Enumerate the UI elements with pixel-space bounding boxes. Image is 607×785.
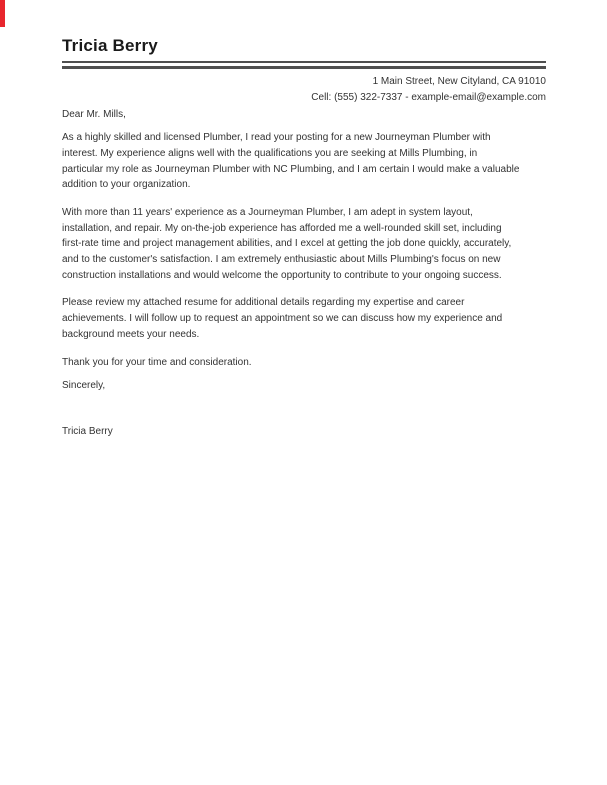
text-line: Please review my attached resume for additional details regarding my expertise and career — [62, 297, 465, 309]
red-corner-mark — [0, 0, 5, 27]
signature-name: Tricia Berry — [62, 425, 113, 437]
paragraph-intro — [62, 130, 546, 193]
signoff: Sincerely, — [62, 380, 106, 392]
letter-body — [62, 107, 546, 439]
text-line: particular my role as Journeyman Plumber with NC Plumbing, and I am certain I would make a valuable — [62, 163, 520, 175]
phone-email-line: Cell: (555) 322-7337 - example-email@example.com — [311, 91, 546, 103]
text-line: With more than 11 years' experience as a Journeyman Plumber, I am adept in system layout, — [62, 206, 473, 218]
text-line: first-rate time and project management abilities, and I excel at getting the job done quickly, accurately, — [62, 238, 512, 250]
paragraph-followup — [62, 295, 546, 342]
contact-block — [62, 74, 546, 105]
text-line: As a highly skilled and licensed Plumber, I read your posting for a new Journeyman Plumber with — [62, 132, 491, 144]
text-line: addition to your organization. — [62, 179, 191, 191]
text-line: construction installations and would welcome the opportunity to contribute to your ongoing success. — [62, 269, 502, 281]
closing-line: Thank you for your time and consideration. — [62, 356, 252, 368]
paragraph-experience — [62, 205, 546, 284]
text-line: background meets your needs. — [62, 328, 200, 340]
address-line: 1 Main Street, New Cityland, CA 91010 — [372, 76, 546, 87]
header-divider-rule — [62, 61, 546, 69]
text-line: installation, and repair. My on-the-job experience has afforded me a well-rounded skill set, including — [62, 222, 502, 234]
sender-name: Tricia Berry — [62, 36, 158, 55]
text-line: interest. My experience aligns well with the qualifications you are seeking at Mills Plumbing, in — [62, 147, 478, 159]
text-line: and to the customer's satisfaction. I am extremely enthusiastic about Mills Plumbing's focus on new — [62, 254, 501, 266]
text-line: achievements. I will follow up to request an appointment so we can discuss how my experience and — [62, 313, 503, 325]
salutation: Dear Mr. Mills, — [62, 109, 126, 121]
